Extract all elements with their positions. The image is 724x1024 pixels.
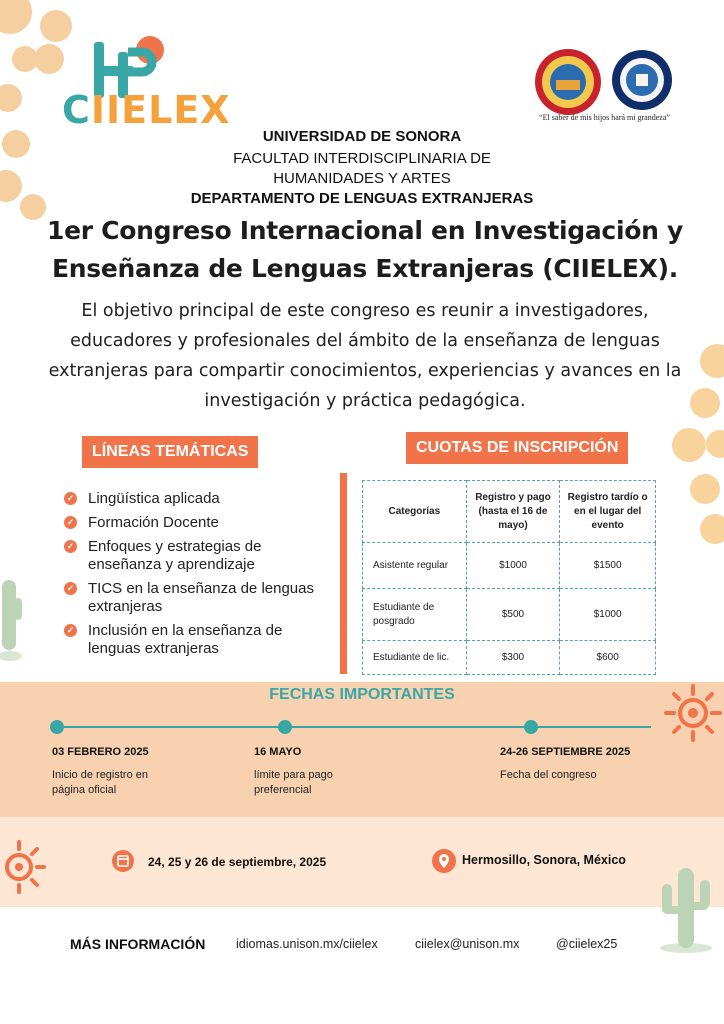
cactus-icon — [0, 570, 24, 665]
timeline-dot — [50, 720, 64, 734]
decor-dot — [0, 84, 22, 112]
logo-wordmark — [62, 88, 231, 132]
logo-rest: IIELEX — [90, 88, 231, 132]
check-icon: ✓ — [64, 582, 77, 595]
divider-bar — [340, 473, 347, 674]
timeline-date: 03 FEBRERO 2025 — [52, 746, 149, 758]
list-item: ✓ Enfoques y estrategias de enseñanza y aprendizaje — [64, 538, 294, 574]
social-handle[interactable]: @ciielex25 — [556, 937, 618, 951]
cactus-icon — [656, 862, 716, 954]
fees-table — [362, 480, 656, 675]
seal-motto: “El saber de mis hijos hará mi grandeza” — [539, 113, 670, 122]
table-row — [363, 641, 656, 675]
table-cell: $1500 — [560, 543, 656, 589]
timeline-desc: límite para pago preferencial — [254, 769, 333, 796]
table-cell: Estudiante de posgrado — [363, 589, 467, 641]
check-icon: ✓ — [64, 624, 77, 637]
list-item: ✓ Inclusión en la enseñanza de lenguas extranjeras — [64, 622, 324, 658]
table-row — [363, 543, 656, 589]
table-row — [363, 589, 656, 641]
timeline-line — [55, 726, 651, 728]
topics-list — [64, 490, 354, 664]
table-cell: $1000 — [466, 543, 560, 589]
table-header: Categorías — [363, 481, 467, 543]
table-cell: Estudiante de lic. — [363, 641, 467, 675]
logo-prefix: C — [62, 88, 91, 132]
website-link[interactable]: idiomas.unison.mx/ciielex — [236, 937, 378, 951]
decor-dot — [700, 344, 724, 378]
decor-dot — [672, 428, 706, 462]
timeline-desc: Inicio de registro en página oficial — [52, 769, 148, 796]
table-cell: $1000 — [560, 589, 656, 641]
event-dates: 24, 25 y 26 de septiembre, 2025 — [148, 855, 327, 869]
department-name: DEPARTAMENTO DE LENGUAS EXTRANJERAS — [190, 190, 534, 207]
sun-icon — [0, 840, 46, 894]
check-icon: ✓ — [64, 540, 77, 553]
objective-text: El objetivo principal de este congreso es reunir a investigadores, educadores y profesionales del ámbito de la enseñanza de lenguas extranjeras para compartir conocimientos, experiencias y avances en la investigación y práctica pedagógica. — [48, 301, 682, 411]
cuotas-heading: CUOTAS DE INSCRIPCIÓN — [406, 432, 628, 464]
table-header: Registro y pago (hasta el 16 de mayo) — [466, 481, 560, 543]
university-name: UNIVERSIDAD DE SONORA — [262, 128, 462, 145]
check-icon: ✓ — [64, 492, 77, 505]
decor-dot — [700, 514, 724, 544]
event-location: Hermosillo, Sonora, México — [462, 853, 626, 867]
calendar-icon — [112, 850, 134, 872]
timeline-dot — [278, 720, 292, 734]
decor-dot — [690, 474, 720, 504]
timeline-date: 24-26 SEPTIEMBRE 2025 — [500, 746, 631, 758]
list-item: ✓ Formación Docente — [64, 514, 354, 532]
table-cell: Asistente regular — [363, 543, 467, 589]
table-header-row — [363, 481, 656, 543]
fechas-heading: FECHAS IMPORTANTES — [269, 686, 455, 703]
location-pin-icon — [432, 849, 456, 873]
university-seals-icon — [532, 46, 677, 118]
faculty-line-2: HUMANIDADES Y ARTES — [273, 170, 451, 187]
page-title: 1er Congreso Internacional en Investigación y Enseñanza de Lenguas Extranjeras (CIIELEX). — [47, 216, 683, 283]
email-link[interactable]: ciielex@unison.mx — [415, 937, 520, 951]
decor-dot — [690, 388, 720, 418]
decor-dot — [706, 430, 724, 458]
timeline-dot — [524, 720, 538, 734]
check-icon: ✓ — [64, 516, 77, 529]
table-cell: $500 — [466, 589, 560, 641]
table-cell: $600 — [560, 641, 656, 675]
list-item: ✓ TICS en la enseñanza de lenguas extranjeras — [64, 580, 344, 616]
more-info-label: MÁS INFORMACIÓN — [70, 936, 206, 952]
lineas-tematicas-heading: LÍNEAS TEMÁTICAS — [82, 436, 258, 468]
decor-dot — [34, 44, 64, 74]
list-item: ✓ Lingüística aplicada — [64, 490, 354, 508]
timeline-date: 16 MAYO — [254, 746, 302, 758]
table-cell: $300 — [466, 641, 560, 675]
table-header: Registro tardío o en el lugar del evento — [560, 481, 656, 543]
faculty-line-1: FACULTAD INTERDISCIPLINARIA DE — [233, 150, 491, 167]
timeline-desc: Fecha del congreso — [500, 769, 597, 781]
decor-dot — [0, 0, 32, 34]
